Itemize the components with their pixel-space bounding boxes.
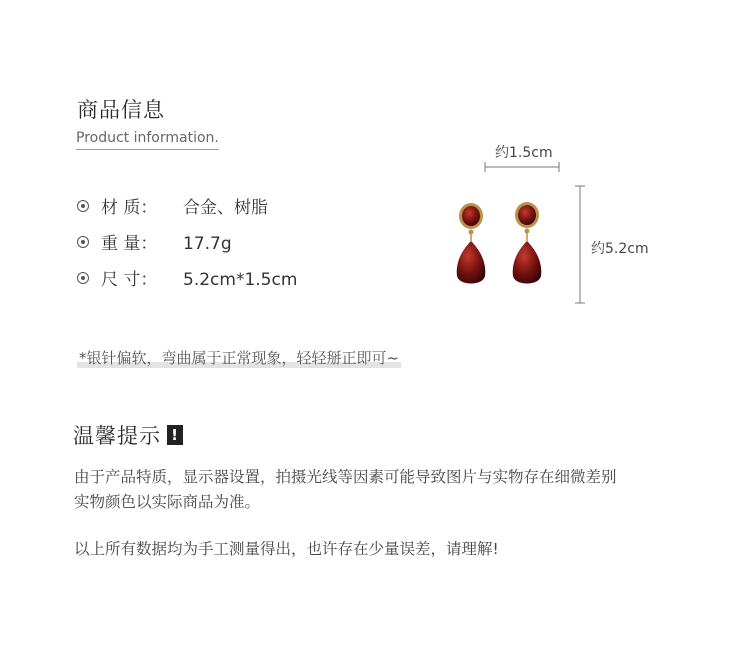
width-dimension-line: [485, 162, 559, 172]
spec-value: 5.2cm*1.5cm: [183, 270, 298, 290]
spec-row-size: [77, 268, 297, 292]
spec-label: 尺 寸：: [101, 270, 158, 290]
product-info-title: 商品信息: [77, 98, 165, 122]
bullet-icon: [77, 236, 89, 248]
tips-line: 实物颜色以实际商品为准。: [74, 493, 261, 511]
tips-paragraph-1: [74, 465, 617, 515]
spec-row-weight: [77, 232, 297, 256]
tips-paragraph-2: 以上所有数据均为手工测量得出，也许存在少量误差，请理解!: [74, 540, 499, 558]
spec-value: 17.7g: [183, 234, 232, 254]
spec-row-material: [77, 196, 297, 220]
tips-line: 由于产品特质，显示器设置，拍摄光线等因素可能导致图片与实物存在细微差别: [74, 468, 617, 486]
spec-list: [77, 196, 297, 292]
height-dimension-label: 约5.2cm: [591, 241, 649, 257]
tips-title: [73, 420, 183, 450]
warning-icon: !: [167, 425, 183, 445]
height-dimension-line: [575, 186, 585, 303]
spec-label: 重 量：: [101, 234, 158, 254]
width-dimension-label: 约1.5cm: [495, 145, 553, 161]
earring-product-image: [440, 155, 600, 310]
bullet-icon: [77, 200, 89, 212]
spec-value: 合金、树脂: [183, 198, 268, 218]
left-earring: [457, 203, 486, 284]
right-earring: [513, 202, 542, 284]
product-info-subtitle: Product information.: [76, 130, 219, 150]
bullet-icon: [77, 272, 89, 284]
spec-label: 材 质：: [101, 198, 158, 218]
care-note: *银针偏软，弯曲属于正常现象，轻轻掰正即可~: [79, 349, 400, 367]
tips-title-text: 温馨提示: [73, 424, 161, 448]
